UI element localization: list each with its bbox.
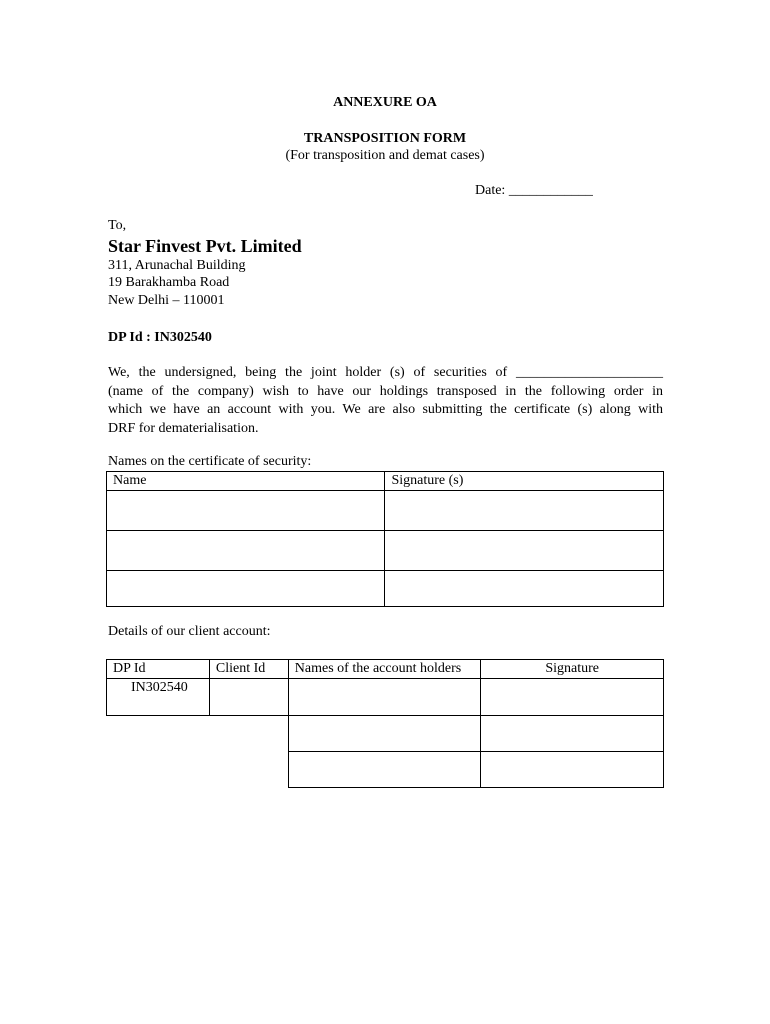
signature-cell[interactable] (385, 531, 664, 571)
dp-id-value: IN302540 (107, 679, 210, 716)
paragraph-line: which we have an account with you. We are also submitting the certificate (s) along with (108, 402, 663, 417)
annexure-title: ANNEXURE OA (333, 95, 437, 110)
empty-cell (209, 752, 288, 788)
declaration-paragraph (108, 364, 663, 438)
holder-name-cell[interactable] (288, 679, 481, 716)
signature-cell[interactable] (481, 752, 664, 788)
table-header-row (107, 472, 664, 491)
column-header-dp-id: DP Id (107, 660, 210, 679)
paragraph-line: (name of the company) wish to have our holdings transposed in the following order in (108, 383, 663, 399)
holder-name-cell[interactable] (288, 752, 481, 788)
column-header-name: Name (107, 472, 385, 491)
dp-id-heading: DP Id : IN302540 (108, 330, 212, 345)
table-row (107, 752, 664, 788)
table-row (107, 571, 664, 607)
empty-cell (107, 716, 210, 752)
signature-cell[interactable] (385, 571, 664, 607)
certificate-names-table (106, 471, 664, 607)
column-header-signature: Signature (s) (385, 472, 664, 491)
form-title: TRANSPOSITION FORM (303, 131, 467, 146)
company-name: Star Finvest Pvt. Limited (108, 236, 302, 256)
column-header-signature: Signature (481, 660, 664, 679)
signature-cell[interactable] (481, 679, 664, 716)
account-table-caption: Details of our client account: (108, 624, 271, 639)
empty-cell (209, 716, 288, 752)
name-cell[interactable] (107, 491, 385, 531)
names-table-caption: Names on the certificate of security: (108, 454, 312, 469)
paragraph-line: DRF for dematerialisation. (108, 420, 259, 436)
table-row (107, 716, 664, 752)
table-row (107, 679, 664, 716)
paragraph-line: We, the undersigned, being the joint holder (s) of securities of _____________________ (108, 365, 663, 380)
holder-name-cell[interactable] (288, 716, 481, 752)
address-line-1: 311, Arunachal Building (108, 258, 246, 273)
table-row (107, 491, 664, 531)
address-line-3: New Delhi – 110001 (108, 293, 225, 308)
table-header-row (107, 660, 664, 679)
name-cell[interactable] (107, 531, 385, 571)
empty-cell (107, 752, 210, 788)
form-subtitle: (For transposition and demat cases) (285, 148, 485, 163)
signature-cell[interactable] (385, 491, 664, 531)
date-field[interactable]: Date: ____________ (475, 183, 593, 198)
salutation-to: To, (108, 218, 127, 233)
column-header-holders: Names of the account holders (288, 660, 481, 679)
client-id-cell[interactable] (209, 679, 288, 716)
client-account-table (106, 659, 664, 788)
address-line-2: 19 Barakhamba Road (108, 275, 230, 290)
column-header-client-id: Client Id (209, 660, 288, 679)
name-cell[interactable] (107, 571, 385, 607)
signature-cell[interactable] (481, 716, 664, 752)
table-row (107, 531, 664, 571)
